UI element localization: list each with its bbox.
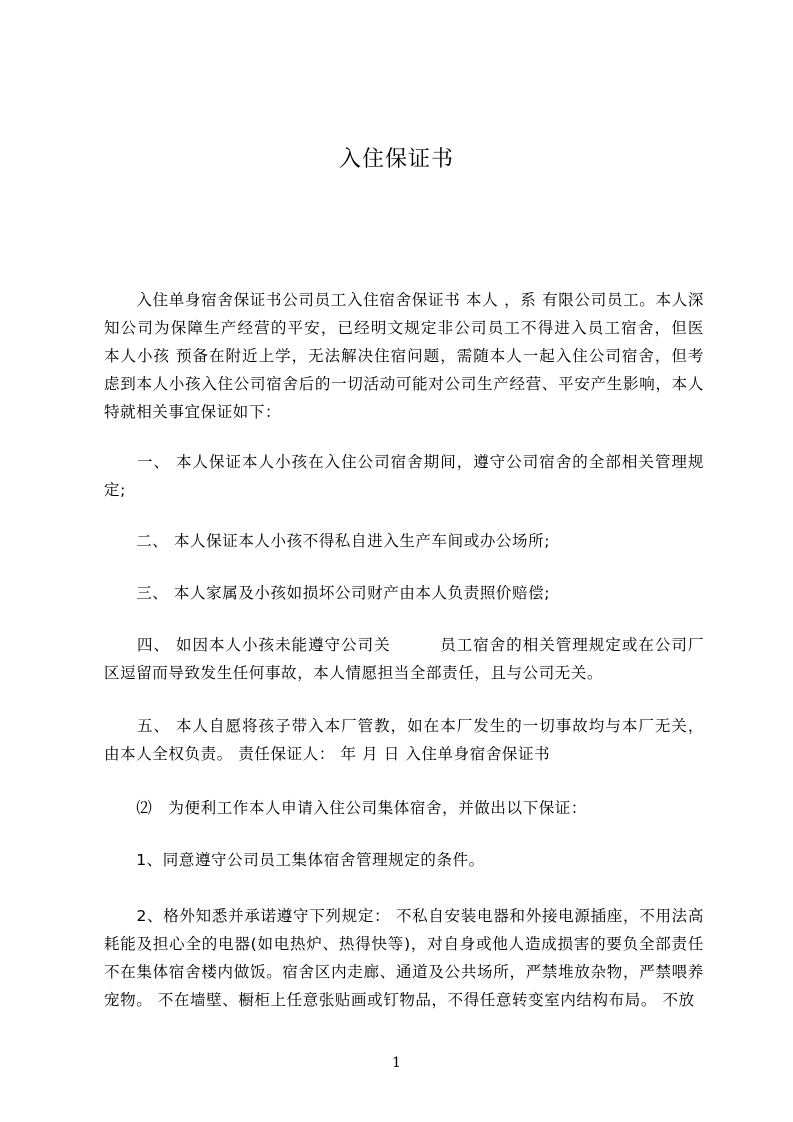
clause-1-paragraph: 一、 本人保证本人小孩在入住公司宿舍期间，遵守公司宿舍的全部相关管理规定; — [104, 453, 704, 499]
clause-3-paragraph: 三、 本人家属及小孩如损坏公司财产由本人负责照价赔偿; — [104, 584, 551, 602]
document-title: 入住保证书 — [338, 147, 454, 172]
page-number: 1 — [392, 1055, 401, 1071]
clause-5-paragraph: 五、 本人自愿将孩子带入本厂管教，如在本厂发生的一切事故均与本厂无关，由本人全权负责。 责任保证人： 年 月 日 入住单身宿舍保证书 — [104, 717, 704, 763]
clause-4-paragraph: 四、 如因本人小孩未能遵守公司关 员工宿舍的相关管理规定或在公司厂区逗留而导致发生任何事故，本人情愿担当全部责任，且与公司无关。 — [104, 636, 704, 682]
clause-2-paragraph: 二、 本人保证本人小孩不得私自进入生产车间或办公场所; — [104, 532, 551, 550]
intro-paragraph: 入住单身宿舍保证书公司员工入住宿舍保证书 本人 ，系 有限公司员工。本人深知公司为保障生产经营的平安，已经明文规定非公司员工不得进入员工宿舍，但医 本人小孩 预备在附近上学，无法解决住宿问题，需随本人一起入住公司宿舍，但考虑到本人小孩入住公司宿舍后的一切活动可能对公司生产经营、平安产生影响，本人特就相关事宜保证如下： — [104, 291, 704, 421]
rule-1-paragraph: 1、同意遵守公司员工集体宿舍管理规定的条件。 — [104, 851, 485, 869]
rule-2-paragraph: 2、格外知悉并承诺遵守下列规定： 不私自安装电器和外接电源插座，不用法高耗能及担心全的电器(如电热炉、热得快等)，对自身或他人造成损害的要负全部责任 不在集体宿舍楼内做饭。宿舍区内走廊、通道及公共场所，严禁堆放杂物，严禁喂养宠物。 不在墙壁、橱柜上任意张贴画或钉物品，不得任意转变室内结构布局。 不放 — [104, 907, 704, 1009]
section-2-intro-paragraph: ⑵ 为便利工作本人申请入住公司集体宿舍，并做出以下保证： — [104, 799, 588, 817]
